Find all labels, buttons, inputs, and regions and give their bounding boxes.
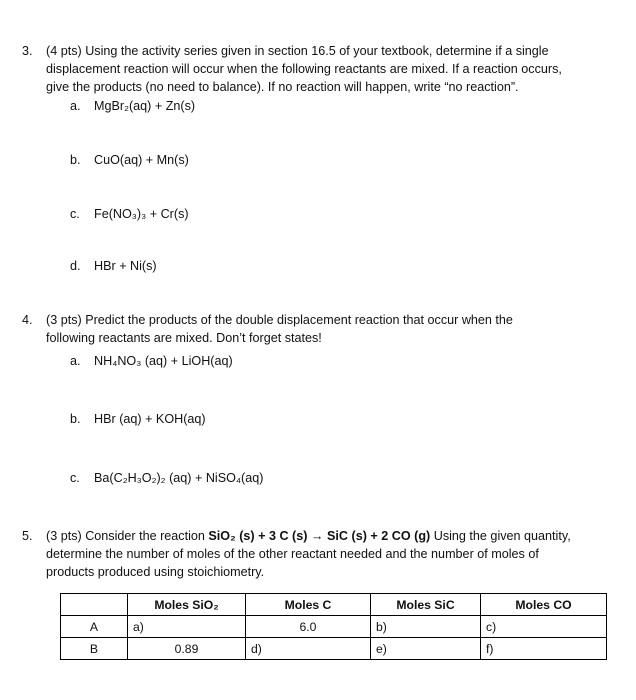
question-4-line-1: (3 pts) Predict the products of the double displacement reaction that occur when the bbox=[46, 313, 513, 327]
question-5-line-1 bbox=[46, 527, 571, 545]
table-header-moles-sio2: Moles SiO₂ bbox=[128, 594, 246, 616]
reaction-equation: SiO₂ (s) + 3 C (s) → SiC (s) + 2 CO (g) bbox=[208, 529, 431, 543]
table-row-label: A bbox=[61, 616, 128, 638]
table-row bbox=[61, 638, 607, 660]
table-cell: c) bbox=[481, 616, 607, 638]
question-5-number: 5. bbox=[22, 529, 33, 543]
q4-item-c bbox=[70, 469, 263, 487]
q3-item-a bbox=[70, 97, 195, 115]
stoichiometry-table bbox=[60, 593, 607, 660]
question-4 bbox=[22, 311, 622, 349]
question-3-line-1: (4 pts) Using the activity series given in section 16.5 of your textbook, determine if a single bbox=[46, 44, 549, 58]
question-3-line-3: give the products (no need to balance). If no reaction will happen, write “no reaction”. bbox=[46, 80, 519, 94]
q3-item-c-letter: c. bbox=[70, 207, 80, 221]
question-4-text bbox=[46, 311, 513, 347]
table-cell: d) bbox=[246, 638, 371, 660]
table-header-row bbox=[61, 594, 607, 616]
question-4-line-2: following reactants are mixed. Don’t forget states! bbox=[46, 331, 322, 345]
q3-item-c-text: Fe(NO₃)₃ + Cr(s) bbox=[94, 207, 189, 221]
q3-item-b-letter: b. bbox=[70, 153, 81, 167]
table-header-moles-sic: Moles SiC bbox=[371, 594, 481, 616]
table-cell: b) bbox=[371, 616, 481, 638]
q4-item-a-letter: a. bbox=[70, 354, 81, 368]
question-5-line-2: determine the number of moles of the other reactant needed and the number of moles of bbox=[46, 547, 539, 561]
q4-item-b-letter: b. bbox=[70, 412, 81, 426]
q3-item-b-text: CuO(aq) + Mn(s) bbox=[94, 153, 189, 167]
question-5-text bbox=[46, 527, 571, 581]
question-3-line-2: displacement reaction will occur when the following reactants are mixed. If a reaction occurs, bbox=[46, 62, 562, 76]
question-5-line-1-tail: Using the given quantity, bbox=[433, 529, 571, 543]
q3-item-b bbox=[70, 151, 189, 169]
question-5 bbox=[22, 527, 622, 583]
table-row-label: B bbox=[61, 638, 128, 660]
table-row bbox=[61, 616, 607, 638]
q4-item-b-text: HBr (aq) + KOH(aq) bbox=[94, 412, 206, 426]
table-cell: a) bbox=[128, 616, 246, 638]
table-cell: f) bbox=[481, 638, 607, 660]
q3-item-d bbox=[70, 257, 157, 275]
table-cell: e) bbox=[371, 638, 481, 660]
question-3-text bbox=[46, 42, 562, 96]
table-cell: 0.89 bbox=[128, 638, 246, 660]
question-3-number: 3. bbox=[22, 44, 33, 58]
q4-item-a bbox=[70, 352, 233, 370]
question-4-number: 4. bbox=[22, 313, 33, 327]
question-3 bbox=[22, 42, 622, 98]
q4-item-b bbox=[70, 410, 206, 428]
table-header-blank bbox=[61, 594, 128, 616]
q4-item-a-text: NH₄NO₃ (aq) + LiOH(aq) bbox=[94, 354, 233, 368]
question-5-intro: (3 pts) Consider the reaction bbox=[46, 529, 205, 543]
q3-item-a-letter: a. bbox=[70, 99, 81, 113]
q3-item-d-letter: d. bbox=[70, 259, 81, 273]
question-5-line-3: products produced using stoichiometry. bbox=[46, 565, 265, 579]
q4-item-c-letter: c. bbox=[70, 471, 80, 485]
q3-item-c bbox=[70, 205, 189, 223]
q3-item-d-text: HBr + Ni(s) bbox=[94, 259, 157, 273]
q4-item-c-text: Ba(C₂H₃O₂)₂ (aq) + NiSO₄(aq) bbox=[94, 471, 264, 485]
table-cell: 6.0 bbox=[246, 616, 371, 638]
table-header-moles-co: Moles CO bbox=[481, 594, 607, 616]
table-header-moles-c: Moles C bbox=[246, 594, 371, 616]
q3-item-a-text: MgBr₂(aq) + Zn(s) bbox=[94, 99, 196, 113]
